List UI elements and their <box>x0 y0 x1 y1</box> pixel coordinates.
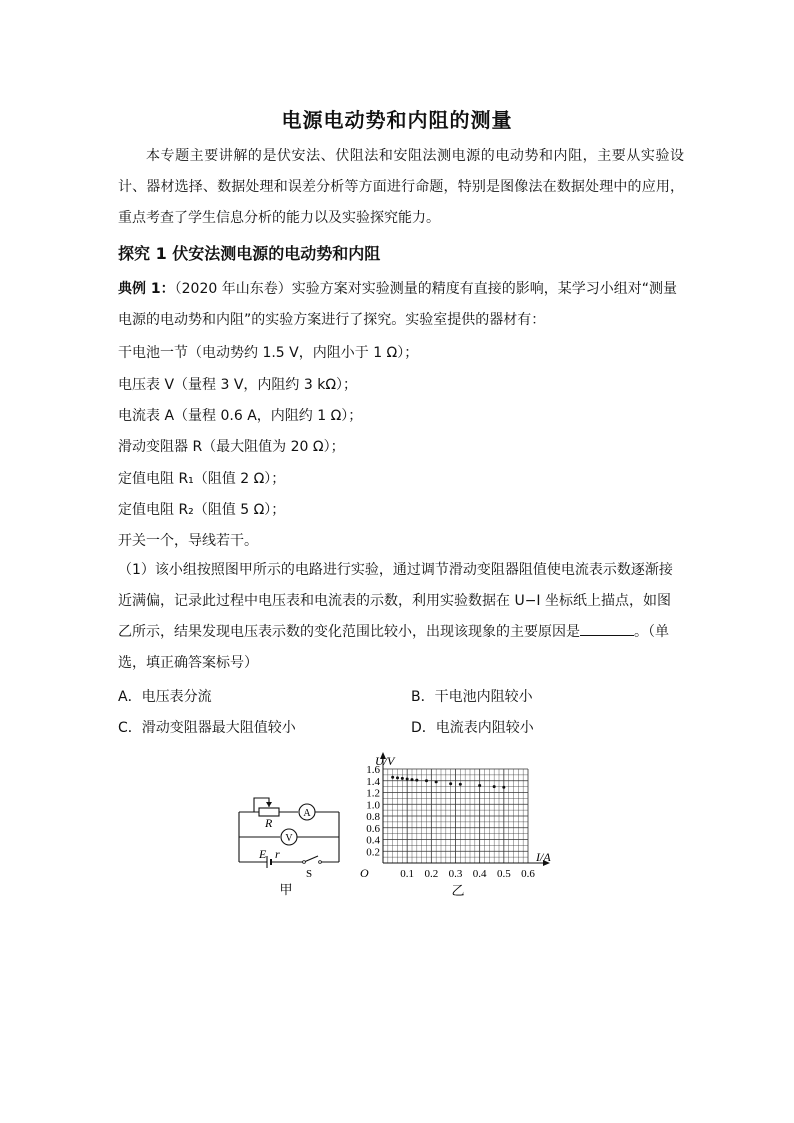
y-tick-label: 0.4 <box>366 834 380 847</box>
y-tick-label: 1.0 <box>366 799 380 812</box>
y-tick-label: 1.6 <box>366 764 380 776</box>
data-point <box>478 784 481 787</box>
document-title: 电源电动势和内阻的测量 <box>281 108 513 132</box>
answer-blank <box>580 623 634 636</box>
y-axis-label: U/V <box>375 754 395 768</box>
y-tick-label: 1.2 <box>366 787 380 800</box>
equipment-item: 电流表 A（量程 0.6 A，内阻约 1 Ω）； <box>118 408 363 424</box>
x-tick-label: 0.3 <box>448 868 463 880</box>
question-text: （1）该小组按照图甲所示的电路进行实验，通过调节滑动变阻器阻值使电流表示数逐渐接近满偏，记录此过程中电压表和电流表的示数，利用实验数据在 U−I 坐标纸上描点，如图乙所示，结果发现电压表示数的变化范围比较小，出现该现象的主要原因是 <box>118 562 673 640</box>
data-point <box>449 782 452 785</box>
intro-paragraph: 本专题主要讲解的是伏安法、伏阻法和安阻法测电源的电动势和内阻，主要从实验设计、器材选择、数据处理和误差分析等方面进行命题，特别是图像法在数据处理中的应用，重点考查了学生信息分析的能力以及实验探究能力。 <box>118 148 684 226</box>
label-e: E <box>259 847 267 861</box>
equipment-item: 滑动变阻器 R（最大阻值为 20 Ω）； <box>118 439 345 455</box>
option-b: B．干电池内阻较小 <box>411 689 533 705</box>
voltmeter-label: V <box>285 833 293 844</box>
label-r-internal: r <box>275 847 280 861</box>
equipment-item: 定值电阻 R₂（阻值 5 Ω）； <box>118 502 286 518</box>
y-tick-label: 0.8 <box>366 811 380 823</box>
equipment-item: 定值电阻 R₁（阻值 2 Ω）； <box>118 471 286 487</box>
data-point <box>502 786 505 789</box>
ammeter-label: A <box>303 808 311 819</box>
example-label: 典例 1： <box>118 281 175 297</box>
origin-label: O <box>360 866 369 880</box>
y-tick-label: 1.4 <box>366 775 380 788</box>
option-a: A．电压表分流 <box>118 689 212 705</box>
y-tick-label: 0.6 <box>366 822 380 835</box>
x-tick-label: 0.1 <box>400 868 415 880</box>
data-point <box>425 779 428 782</box>
x-tick-label: 0.5 <box>496 868 511 880</box>
chart-grid <box>383 769 528 863</box>
circuit-diagram <box>234 786 354 898</box>
label-s: S <box>306 868 313 880</box>
y-tick-labels <box>366 764 380 858</box>
data-point <box>391 776 394 779</box>
label-r-rheostat: R <box>265 816 273 830</box>
option-c: C．滑动变阻器最大阻值较小 <box>118 720 296 736</box>
question-text-tail: 。（单选，填正确答案标号） <box>118 624 669 671</box>
chart-caption: 乙 <box>451 883 465 898</box>
question-paragraph <box>118 555 684 679</box>
x-tick-labels <box>400 868 535 880</box>
equipment-item: 干电池一节（电动势约 1.5 V，内阻小于 1 Ω）； <box>118 345 419 361</box>
data-point <box>493 785 496 788</box>
u-i-graph <box>350 752 590 898</box>
data-point <box>415 779 418 782</box>
option-d: D．电流表内阻较小 <box>411 720 534 736</box>
equipment-item: 电压表 V（量程 3 V，内阻约 3 kΩ）； <box>118 377 358 393</box>
circuit-caption: 甲 <box>279 882 293 897</box>
data-point <box>411 778 414 781</box>
data-point <box>435 780 438 783</box>
x-tick-label: 0.2 <box>424 868 439 880</box>
data-point <box>406 777 409 780</box>
data-point <box>401 777 404 780</box>
x-tick-label: 0.6 <box>521 868 535 880</box>
section-heading: 探究 1 伏安法测电源的电动势和内阻 <box>118 244 381 263</box>
example-paragraph <box>118 274 684 336</box>
y-tick-label: 0.2 <box>366 846 380 859</box>
example-text: （2020 年山东卷）实验方案对实验测量的精度有直接的影响，某学习小组对“测量电源的电动势和内阻”的实验方案进行了探究。实验室提供的器材有： <box>118 281 677 328</box>
data-point <box>396 776 399 779</box>
data-point <box>459 783 462 786</box>
x-axis-label: I/A <box>536 850 551 864</box>
equipment-item: 开关一个，导线若干。 <box>118 533 258 549</box>
x-tick-label: 0.4 <box>472 868 487 880</box>
